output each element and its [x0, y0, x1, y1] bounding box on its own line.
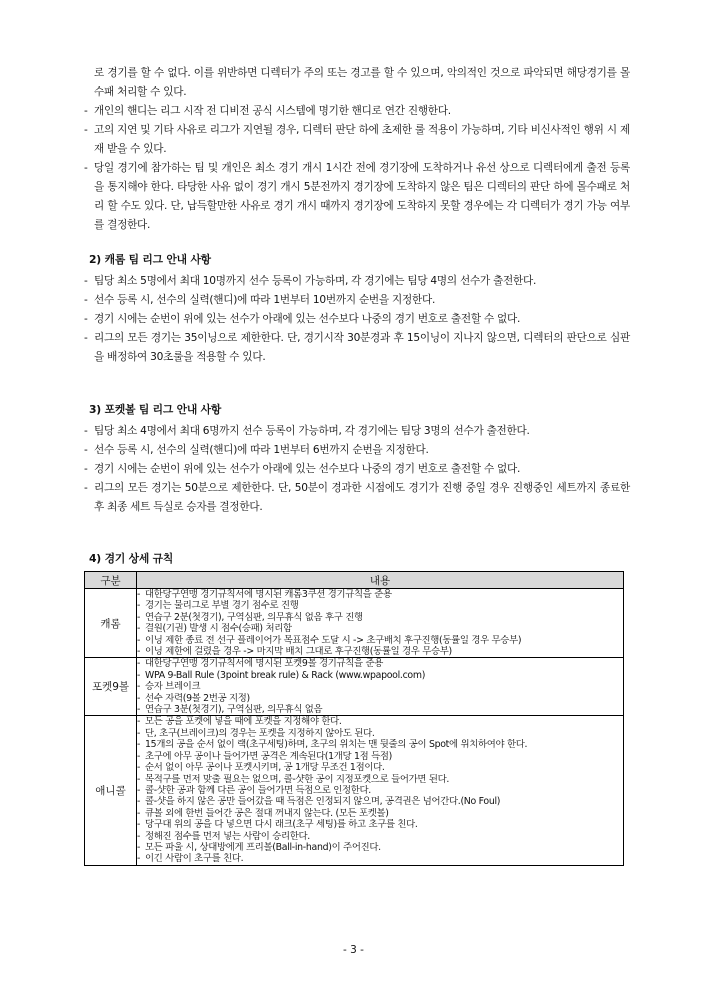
rule-item: - 큐볼 외에 한번 들어간 공은 절대 꺼내지 않는다. (모든 포켓볼): [137, 808, 623, 819]
section-bullet: - 경기 시에는 순번이 위에 있는 선수가 아래에 있는 선수보다 나중의 경기 번호로 출전할 수 없다.: [84, 310, 630, 329]
rule-item: - 콜-샷을 하지 않은 공만 들어갔을 때 득점은 인정되지 않으며, 공격권은 넘어간다.(No Foul): [137, 796, 623, 807]
row-items: [137, 589, 624, 658]
row-items: [137, 658, 624, 716]
intro-bullet: - 개인의 핸디는 리그 시작 전 디비전 공식 시스템에 명기한 핸디로 연간 진행한다.: [84, 102, 630, 121]
rule-item: - 경기는 물리그로 부별 경기 점수로 진행: [137, 600, 623, 611]
rule-item: - 이긴 사람이 초구를 친다.: [137, 853, 623, 864]
rule-item: - 정해진 점수를 먼저 넣는 사람이 승리한다.: [137, 831, 623, 842]
rule-item: - 15개의 공을 순서 없이 랙(초구세팅)하며, 초구의 위치는 맨 뒷줄의 공이 Spot에 위치하여야 한다.: [137, 739, 623, 750]
section-title: 3) 포켓볼 팀 리그 안내 사항: [89, 403, 222, 416]
rule-item: - 콜-샷한 공과 함께 다른 공이 들어가면 득점으로 인정한다.: [137, 785, 623, 796]
table-row: [85, 716, 624, 865]
rule-item: - 순서 없이 아무 공이나 포켓시키며, 공 1개당 무조건 1점이다.: [137, 762, 623, 773]
rule-item: - 이닝 제한에 걸렸을 경우 -> 마지막 배치 그대로 후구진행(동률일 경우 무승부): [137, 646, 623, 657]
rule-item: - 이닝 제한 종료 전 선구 플레이어가 목표점수 도달 시 -> 초구배치 후구진행(동률일 경우 무승부): [137, 635, 623, 646]
rule-item: - 목적구를 먼저 맞출 필요는 없으며, 콜-샷한 공이 지정포켓으로 들어가면 된다.: [137, 774, 623, 785]
row-category: 캐롬: [85, 589, 137, 658]
section-bullet: - 팀당 최소 5명에서 최대 10명까지 선수 등록이 가능하며, 각 경기에는 팀당 4명의 선수가 출전한다.: [84, 272, 630, 291]
section-bullet: - 리그의 모든 경기는 50분으로 제한한다. 단, 50분이 경과한 시점에도 경기가 진행 중일 경우 진행중인 세트까지 종료한 후 최종 세트 득실로 승자를 결정한다.: [84, 479, 630, 517]
rule-item: - 모든 파울 시, 상대방에게 프리볼(Ball-in-hand)이 주어진다.: [137, 842, 623, 853]
intro-rules: [84, 64, 630, 235]
rule-item: - 당구대 위의 공을 다 넣으면 다시 래크(초구 세팅)를 하고 초구를 친다.: [137, 819, 623, 830]
section-bullet: - 팀당 최소 4명에서 최대 6명까지 선수 등록이 가능하며, 각 경기에는 팀당 3명의 선수가 출전한다.: [84, 422, 630, 441]
rule-item: - 단, 초구(브레이크)의 경우는 포켓을 지정하지 않아도 된다.: [137, 728, 623, 739]
section-bullet: - 선수 등록 시, 선수의 실력(핸디)에 따라 1번부터 6번까지 순번을 지정한다.: [84, 441, 630, 460]
intro-continuation: 로 경기를 할 수 없다. 이를 위반하면 디렉터가 주의 또는 경고를 할 수 있으며, 악의적인 것으로 파악되면 해당경기를 몰수패 처리할 수 있다.: [94, 67, 630, 98]
rules-table: [84, 571, 624, 866]
rule-item: - 승자 브레이크: [137, 681, 623, 692]
table-row: [85, 589, 624, 658]
section-detailed-rules: [84, 549, 630, 571]
section-bullet: - 경기 시에는 순번이 위에 있는 선수가 아래에 있는 선수보다 나중의 경기 번호로 출전할 수 없다.: [84, 460, 630, 479]
rule-item: - 대한당구연맹 경기규칙서에 명시된 캐롬3쿠션 경기규칙을 준용: [137, 589, 623, 600]
rule-item: - 선수 자력(9볼 2번공 지정): [137, 693, 623, 704]
rule-item: - 연습구 3분(첫경기), 구역심판, 의무휴식 없음: [137, 704, 623, 715]
table-row: [85, 658, 624, 716]
table-header-row: [85, 572, 624, 589]
rule-item: - 모든 공을 포켓에 넣을 때에 포켓을 지정해야 한다.: [137, 716, 623, 727]
header-category: 구분: [85, 572, 137, 589]
row-category: 애니콜: [85, 716, 137, 865]
rule-item: - 결원(기권) 발생 시 점수(승패) 처리함: [137, 623, 623, 634]
rule-item: - 대한당구연맹 경기규칙서에 명시된 포켓9볼 경기규칙을 준용: [137, 658, 623, 669]
header-content: 내용: [137, 572, 624, 589]
section-carom-league: [84, 250, 630, 367]
rule-item: - 초구에 아무 공이나 들어가면 공격은 계속된다(1개당 1점 득점): [137, 751, 623, 762]
section-bullet: - 선수 등록 시, 선수의 실력(핸디)에 따라 1번부터 10번까지 순번을 지정한다.: [84, 291, 630, 310]
rule-item: - WPA 9-Ball Rule (3point break rule) & Rack (www.wpapool.com): [137, 670, 623, 681]
page-number: - 3 -: [343, 944, 364, 956]
row-category: 포켓9볼: [85, 658, 137, 716]
section-pocketball-league: [84, 400, 630, 517]
intro-bullet: - 당일 경기에 참가하는 팀 및 개인은 최소 경기 개시 1시간 전에 경기장에 도착하거나 유선 상으로 디렉터에게 출전 등록을 통지해야 한다. 타당한 사유 없이 경기 개시 5분전까지 경기장에 도착하지 않은 팀은 디렉터의 판단 하에 몰수패로 처리 할 수도 있다. 단, 납득할만한 사유로 경기 개시 때까지 경기장에 도착하지 못할 경우에는 각 디렉터가 경기 가능 여부를 결정한다.: [84, 159, 630, 235]
intro-bullet: - 고의 지연 및 기타 사유로 리그가 지연될 경우, 디렉터 판단 하에 초제한 룰 적용이 가능하며, 기타 비신사적인 행위 시 제재 받을 수 있다.: [84, 121, 630, 159]
section-title: 4) 경기 상세 규칙: [89, 552, 174, 565]
section-title: 2) 캐롬 팀 리그 안내 사항: [89, 253, 211, 266]
row-items: [137, 716, 624, 865]
section-bullet: - 리그의 모든 경기는 35이닝으로 제한한다. 단, 경기시작 30분경과 후 15이닝이 지나지 않으면, 디렉터의 판단으로 심판을 배정하여 30초룰을 적용할 수 있다.: [84, 329, 630, 367]
rule-item: - 연습구 2분(첫경기), 구역심판, 의무휴식 없음 후구 진행: [137, 612, 623, 623]
